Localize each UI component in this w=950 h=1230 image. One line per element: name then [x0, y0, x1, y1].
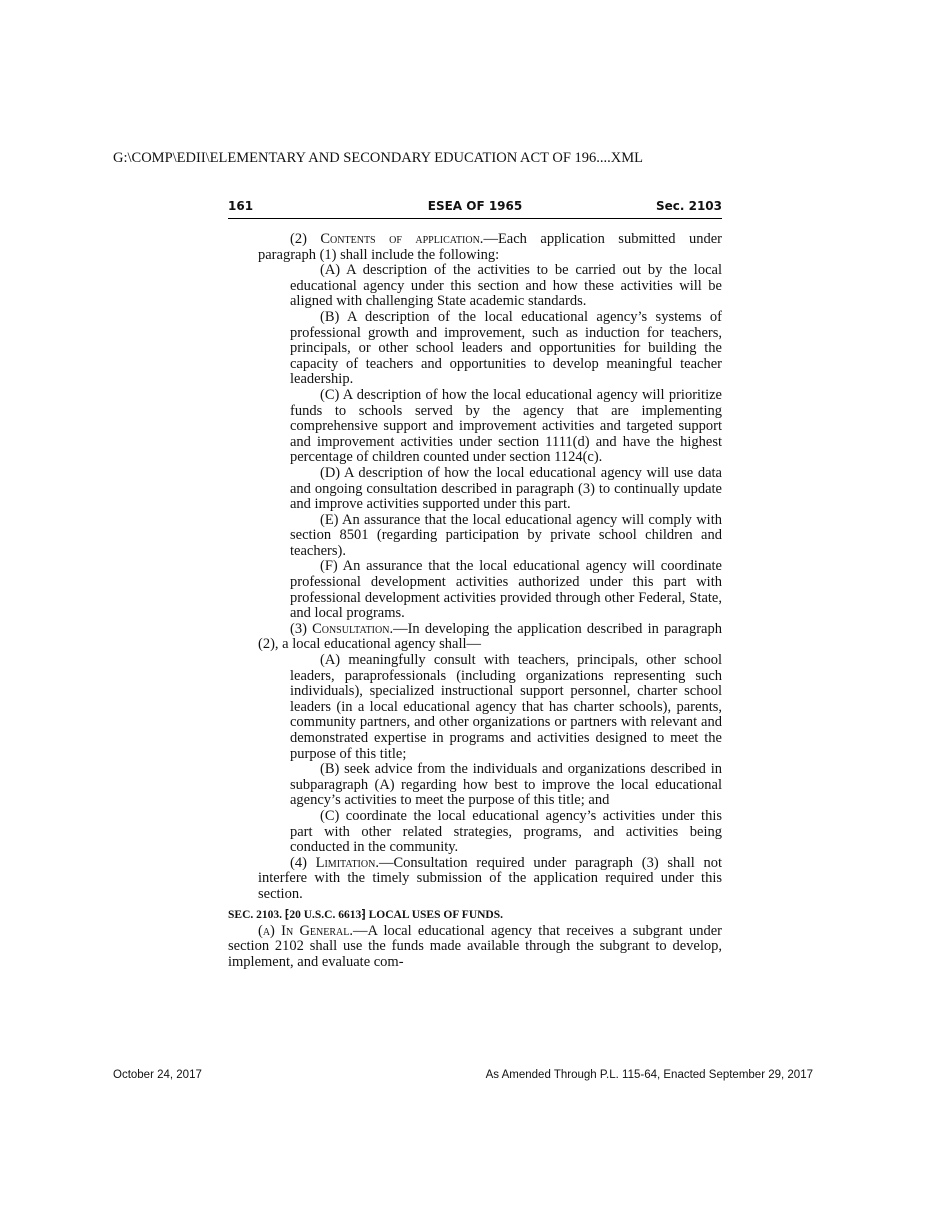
paragraph-2-text: —Each application submitted under paragraph (1) shall include the following:: [258, 231, 722, 263]
paragraph-2: [228, 232, 722, 263]
paragraph-3A: (A) meaningfully consult with teachers, principals, other school leaders, paraprofessionals (including organizations representing such individuals), specialized instructional support personnel, charter school leaders (in a local educational agency that has charter schools), parents, community partners, and other organizations or partners with relevant and demonstrated expertise in programs and activities designed to meet the purpose of this title;: [290, 652, 722, 762]
paragraph-3: [228, 622, 722, 653]
paragraph-2E: (E) An assurance that the local educational agency will comply with section 8501 (regarding participation by private school children and teachers).: [290, 511, 722, 559]
file-path: G:\COMP\EDII\ELEMENTARY AND SECONDARY EDUCATION ACT OF 196....XML: [113, 150, 643, 166]
paragraph-4-heading: (4) Limitation.: [290, 854, 379, 871]
paragraph-4-text: —Consultation required under paragraph (3) shall not interfere with the timely submission of the application required under this section.: [258, 854, 722, 902]
running-header: [228, 198, 722, 219]
paragraph-a-heading: (a) In General.: [258, 922, 353, 939]
paragraph-2-heading: (2) Contents of application.: [290, 231, 484, 247]
paragraph-3B: (B) seek advice from the individuals and organizations described in subparagraph (A) regarding how best to improve the local educational agency’s activities to meet the purpose of this title; and: [290, 761, 722, 809]
paragraph-2F: (F) An assurance that the local educational agency will coordinate professional development activities authorized under this part with professional development activities provided through other Federal, State, and local programs.: [290, 558, 722, 622]
document-body: [228, 232, 722, 970]
paragraph-a-text: —A local educational agency that receives a subgrant under section 2102 shall use the funds made available through the subgrant to develop, implement, and evaluate com-: [228, 922, 722, 970]
paragraph-3-heading: (3) Consultation.: [290, 620, 394, 637]
paragraph-2B: (B) A description of the local educational agency’s systems of professional growth and improvement, such as induction for teachers, principals, or other school leaders and opportunities for building the capacity of teachers and opportunities to develop meaningful teacher leadership.: [290, 308, 722, 388]
section-label: Sec. 2103: [655, 199, 722, 213]
paragraph-a: [228, 924, 722, 971]
paragraph-3-text: —In developing the application described in paragraph (2), a local educational agency shall—: [258, 620, 722, 653]
paragraph-4: [228, 856, 722, 903]
page-number: 161: [228, 199, 254, 213]
footer-amended: As Amended Through P.L. 115-64, Enacted September 29, 2017: [485, 1069, 813, 1081]
footer-date: October 24, 2017: [113, 1069, 202, 1081]
section-heading: SEC. 2103. ⁅20 U.S.C. 6613⁆ LOCAL USES OF FUNDS.: [228, 908, 504, 921]
paragraph-2A: (A) A description of the activities to be carried out by the local educational agency under this section and how these activities will be aligned with challenging State academic standards.: [290, 262, 722, 310]
paragraph-2C: (C) A description of how the local educational agency will prioritize funds to schools served by the agency that are implementing comprehensive support and improvement activities and targeted support and improvement activities under section 1111(d) and have the highest percentage of children counted under section 1124(c).: [290, 386, 722, 466]
paragraph-3C: (C) coordinate the local educational agency’s activities under this part with other related strategies, programs, and activities being conducted in the community.: [290, 807, 722, 856]
document-title: ESEA OF 1965: [427, 199, 523, 213]
paragraph-2D: (D) A description of how the local educational agency will use data and ongoing consultation described in paragraph (3) to continually update and improve activities supported under this part.: [290, 464, 722, 513]
